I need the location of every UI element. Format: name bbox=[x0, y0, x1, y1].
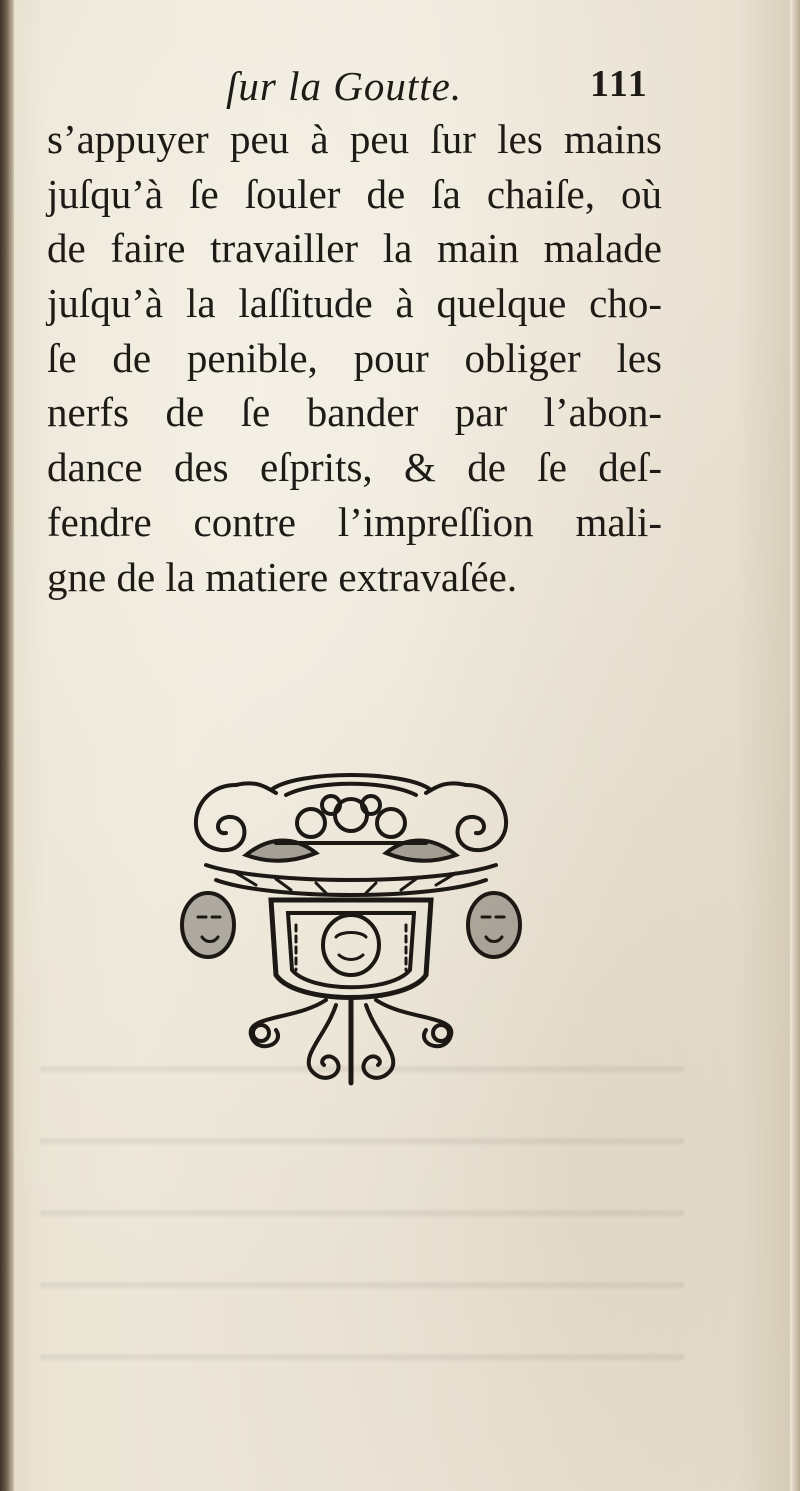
text-line: fendre contre l’impreſſion mali- bbox=[47, 498, 662, 545]
text-line: s’appuyer peu à peu ſur les mains bbox=[47, 116, 662, 162]
body-text bbox=[47, 112, 662, 604]
running-title: ſur la Goutte. bbox=[226, 63, 463, 109]
page-binding-shadow bbox=[0, 0, 14, 1491]
text-line: ſe de penible, pour obliger les bbox=[47, 334, 662, 381]
tailpiece-ornament-icon bbox=[176, 765, 526, 1090]
text-line: nerfs de ſe bander par l’abon- bbox=[47, 389, 662, 436]
running-head bbox=[0, 62, 800, 114]
text-line: de faire travailler la main malade bbox=[47, 225, 662, 272]
text-line: dance des eſprits, & de ſe deſ- bbox=[47, 444, 662, 491]
text-line: juſqu’à la laſſitude à quelque cho- bbox=[47, 280, 662, 327]
page-number: 111 bbox=[590, 63, 649, 105]
text-line: gne de la matiere extravaſée. bbox=[47, 553, 518, 600]
text-line: juſqu’à ſe ſouler de ſa chaiſe, où bbox=[47, 170, 662, 217]
page-fore-edge bbox=[790, 0, 800, 1491]
